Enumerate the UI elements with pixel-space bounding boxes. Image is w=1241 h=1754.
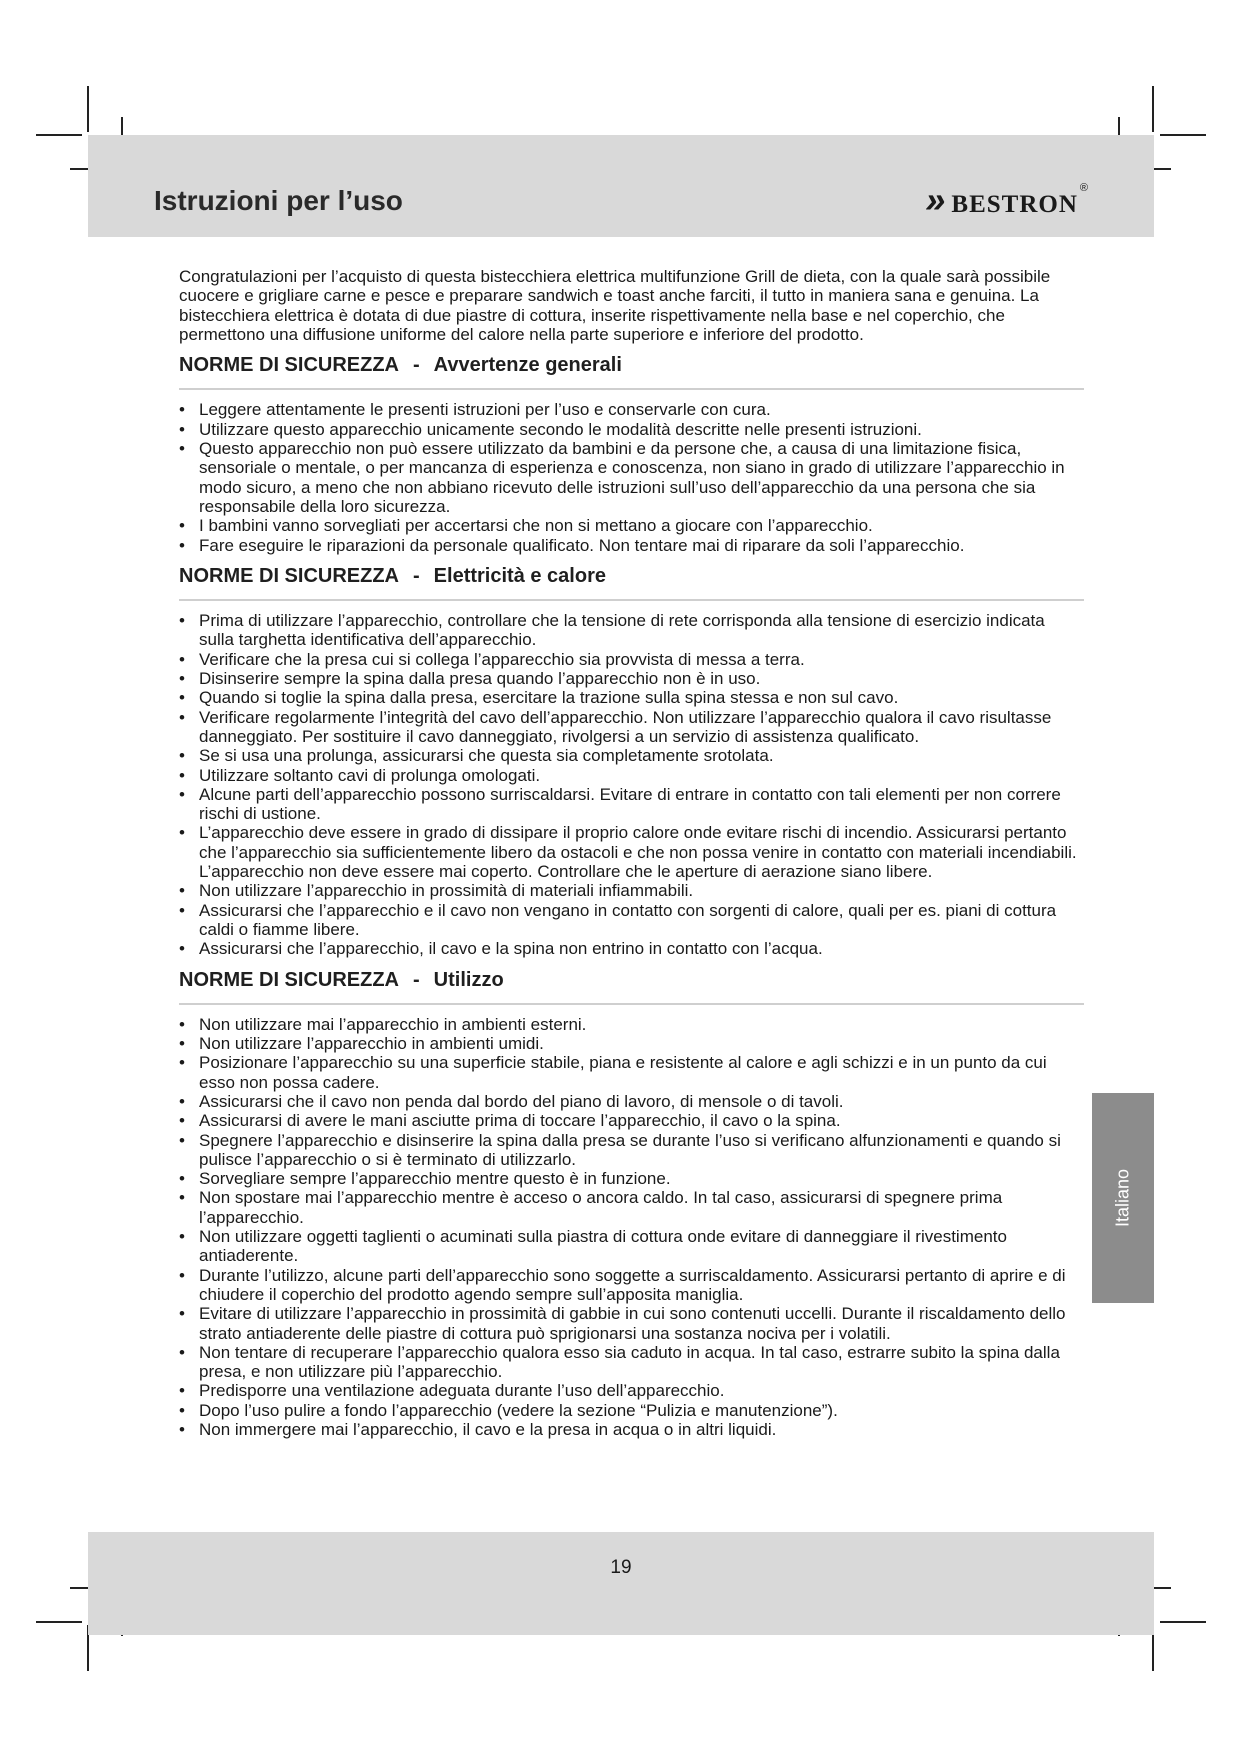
sections <box>179 356 1084 1439</box>
rule-item: • Verificare regolarmente l’integrità del cavo dell’apparecchio. Non utilizzare l’apparecchio qualora il cavo risultasse danneggiato. Per sostituire il cavo danneggiato, rivolgersi a un servizio di assistenza qualificato. <box>179 708 1084 747</box>
rule-list <box>179 400 1084 554</box>
section-title-dash: - <box>413 564 420 587</box>
header-band <box>88 135 1154 237</box>
rule-item: • Assicurarsi di avere le mani asciutte prima di toccare l’apparecchio, il cavo o la spina. <box>179 1111 1084 1130</box>
section-subtitle: Elettricità e calore <box>433 564 606 587</box>
rule-item: • Fare eseguire le riparazioni da personale qualificato. Non tentare mai di riparare da soli l’apparecchio. <box>179 536 1084 555</box>
section-subtitle: Utilizzo <box>433 968 504 991</box>
crop-mark <box>87 86 89 132</box>
intro-paragraph: Congratulazioni per l’acquisto di questa bistecchiera elettrica multifunzione Grill de dieta, con la quale sarà possibile cuocere e grigliare carne e pesce e preparare sandwich e toast anche farciti, il tutto in maniera sana e genuina. La bistecchiera elettrica è dotata di due piastre di cottura, inserite rispettivamente nella base e nel coperchio, che permettono una diffusione uniforme del calore nella parte superiore e inferiore del prodotto. <box>179 267 1051 344</box>
rule-item: • Dopo l’uso pulire a fondo l’apparecchio (vedere la sezione “Pulizia e manutenzione”). <box>179 1401 1084 1420</box>
rule-item: • Disinserire sempre la spina dalla presa quando l’apparecchio non è in uso. <box>179 669 1084 688</box>
section-title <box>179 356 1084 390</box>
main-content <box>179 267 1084 1439</box>
rule-item: • Questo apparecchio non può essere utilizzato da bambini e da persone che, a causa di una limitazione fisica, sensoriale o mentale, o per mancanza di esperienza e conoscenza, non siano in grado di utilizzare l’apparecchio in modo sicuro, a meno che non abbiano ricevuto delle istruzioni sull’uso dell’apparecchio da una persona che sia responsabile della loro sicurezza. <box>179 439 1084 516</box>
rule-item: • Se si usa una prolunga, assicurarsi che questa sia completamente srotolata. <box>179 746 1084 765</box>
rule-item: • Sorvegliare sempre l’apparecchio mentre questo è in funzione. <box>179 1169 1084 1188</box>
rule-list <box>179 611 1084 958</box>
rule-item: • L’apparecchio deve essere in grado di dissipare il proprio calore onde evitare rischi di incendio. Assicurarsi pertanto che l’apparecchio sia sufficientemente libero da ostacoli e che non possa venire in contatto con materiali incendiabili. L’apparecchio non deve essere mai coperto. Controllare che le aperture di aerazione siano libere. <box>179 823 1084 881</box>
rule-item: • Non utilizzare l’apparecchio in ambienti umidi. <box>179 1034 1084 1053</box>
rule-item: • Leggere attentamente le presenti istruzioni per l’uso e conservarle con cura. <box>179 400 1084 419</box>
footer-band <box>88 1532 1154 1635</box>
rule-item: • Non spostare mai l’apparecchio mentre è acceso o ancora caldo. In tal caso, assicurarsi di spegnere prima l’apparecchio. <box>179 1188 1084 1227</box>
rule-item: • Non tentare di recuperare l’apparecchio qualora esso sia caduto in acqua. In tal caso, estrarre subito la spina dalla presa, e non utilizzare più l’apparecchio. <box>179 1343 1084 1382</box>
brand-name: bestron <box>951 180 1078 220</box>
rule-item: • Utilizzare questo apparecchio unicamente secondo le modalità descritte nelle presenti istruzioni. <box>179 420 1084 439</box>
crop-mark <box>36 1621 82 1623</box>
section-title-main: NORME DI SICUREZZA <box>179 354 399 377</box>
rule-item: • Evitare di utilizzare l’apparecchio in prossimità di gabbie in cui sono contenuti uccelli. Durante il riscaldamento dello strato antiaderente delle piastre di cottura può sprigionarsi una sostanza nociva per i volatili. <box>179 1304 1084 1343</box>
rule-item: • Assicurarsi che l’apparecchio, il cavo e la spina non entrino in contatto con l’acqua. <box>179 939 1084 958</box>
rule-item: • Non utilizzare oggetti taglienti o acuminati sulla piastra di cottura onde evitare di danneggiare il rivestimento antiaderente. <box>179 1227 1084 1266</box>
rule-item: • Assicurarsi che il cavo non penda dal bordo del piano di lavoro, di mensole o di tavoli. <box>179 1092 1084 1111</box>
brand-logo <box>925 179 1088 220</box>
brand-mark-icon: » <box>925 179 940 220</box>
rule-item: • Verificare che la presa cui si collega l’apparecchio sia provvista di messa a terra. <box>179 650 1084 669</box>
rule-item: • Non utilizzare mai l’apparecchio in ambienti esterni. <box>179 1015 1084 1034</box>
rule-item: • Posizionare l’apparecchio su una superficie stabile, piana e resistente al calore e agli schizzi e in un punto da cui esso non possa cadere. <box>179 1053 1084 1092</box>
crop-mark <box>1160 1621 1206 1623</box>
rule-item: • Non utilizzare l’apparecchio in prossimità di materiali infiammabili. <box>179 881 1084 900</box>
section-title <box>179 564 1084 601</box>
page-title: Istruzioni per l’uso <box>154 185 403 216</box>
rule-item: • Quando si toglie la spina dalla presa, esercitare la trazione sulla spina stessa e non sul cavo. <box>179 688 1084 707</box>
rule-item: • I bambini vanno sorvegliati per accertarsi che non si mettano a giocare con l’apparecchio. <box>179 516 1084 535</box>
rule-list <box>179 1015 1084 1440</box>
crop-mark <box>36 134 82 136</box>
section-title-dash: - <box>413 354 420 377</box>
section-title-main: NORME DI SICUREZZA <box>179 968 399 991</box>
registered-mark: ® <box>1079 182 1088 194</box>
rule-item: • Durante l’utilizzo, alcune parti dell’apparecchio sono soggette a surriscaldamento. Assicurarsi pertanto di aprire e di chiudere il coperchio del prodotto agendo sempre sull’apposita maniglia. <box>179 1266 1084 1305</box>
language-tab <box>1092 1093 1154 1303</box>
rule-item: • Utilizzare soltanto cavi di prolunga omologati. <box>179 766 1084 785</box>
rule-item: • Spegnere l’apparecchio e disinserire la spina dalla presa se durante l’uso si verificano alfunzionamenti e quando si pulisce l’apparecchio o si è terminato di utilizzarlo. <box>179 1131 1084 1170</box>
rule-item: • Prima di utilizzare l’apparecchio, controllare che la tensione di rete corrisponda alla tensione di esercizio indicata sulla targhetta identificativa dell’apparecchio. <box>179 611 1084 650</box>
section-subtitle: Avvertenze generali <box>433 354 622 377</box>
section-title-dash: - <box>413 968 420 991</box>
crop-mark <box>1152 86 1154 132</box>
section-title <box>179 968 1084 1005</box>
section-title-main: NORME DI SICUREZZA <box>179 564 399 587</box>
crop-mark <box>1160 134 1206 136</box>
rule-item: • Non immergere mai l’apparecchio, il cavo e la presa in acqua o in altri liquidi. <box>179 1420 1084 1439</box>
page-number: 19 <box>610 1557 632 1578</box>
language-tab-label: Italiano <box>1112 1168 1133 1228</box>
rule-item: • Assicurarsi che l’apparecchio e il cavo non vengano in contatto con sorgenti di calore, quali per es. piani di cottura caldi o fiamme libere. <box>179 901 1084 940</box>
rule-item: • Alcune parti dell’apparecchio possono surriscaldarsi. Evitare di entrare in contatto con tali elementi per non correre rischi di ustione. <box>179 785 1084 824</box>
rule-item: • Predisporre una ventilazione adeguata durante l’uso dell’apparecchio. <box>179 1381 1084 1400</box>
